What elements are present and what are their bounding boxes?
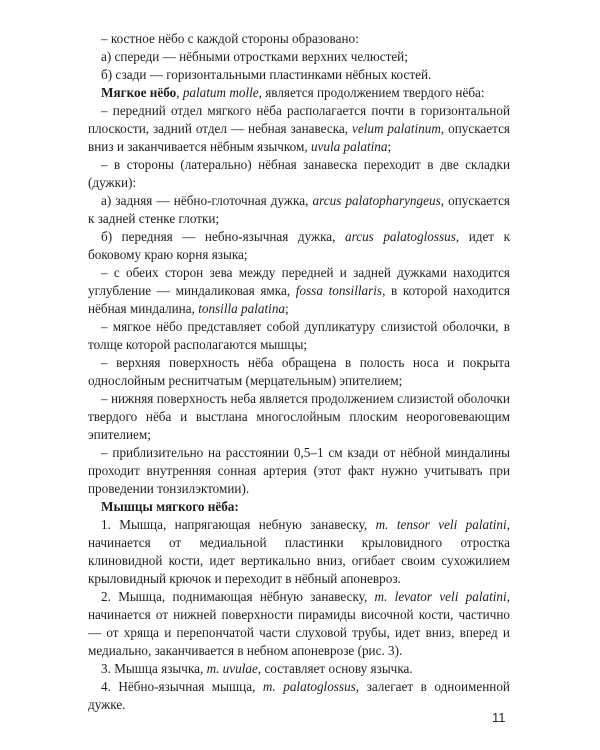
paragraph [88, 390, 510, 444]
latin-term: m. levator veli palatini [374, 589, 507, 604]
paragraph [88, 192, 510, 228]
latin-term: m. tensor veli palatini [375, 517, 507, 532]
latin-term: tonsilla palatina [198, 301, 286, 316]
paragraph [88, 354, 510, 390]
text-run: , является продолжением твердого нёба: [258, 85, 485, 100]
body-text [88, 30, 510, 714]
text-run: – верхняя поверхность нёба обращена в полость носа и покрыта однослойным реснитчатым (мерцательным) эпителием; [88, 355, 510, 388]
text-run: б) передняя — небно-язычная дужка, [101, 229, 345, 244]
text-run: , идет к боковому краю корня языка; [88, 229, 511, 262]
text-run: , в которой находится нёбная миндалина, [88, 283, 510, 316]
text-run: ; [387, 139, 392, 154]
text-run: – костное нёбо с каждой стороны образовано: [101, 31, 359, 46]
text-run: 3. Мышца язычка, [101, 661, 207, 676]
text-run: , начинается от медиальной пластинки крыловидного отростка клиновидной кости, идет вертикально вниз, огибает своим сухожилием крыловидный крючок и переходит в нёбный апоневроз. [88, 517, 510, 586]
text-run: 2. Мышца, поднимающая нёбную занавеску, [101, 589, 375, 604]
paragraph [88, 678, 510, 714]
paragraph [88, 318, 510, 354]
text-run: а) задняя — нёбно-глоточная дужка, [101, 193, 313, 208]
text-run: , опускается к задней стенке глотки; [88, 193, 510, 226]
paragraph [88, 156, 510, 192]
bold-text: Мягкое нёбо [101, 85, 177, 100]
paragraph [88, 444, 510, 498]
text-run: а) спереди — нёбными отростками верхних челюстей; [101, 49, 408, 64]
text-run: , начинается от нижней поверхности пирамиды височной кости, частично — от хряща и перепончатой части слуховой трубы, идет вниз, вперед и медиально, заканчивается в небном апоневрозе (рис. 3). [88, 589, 510, 658]
text-run: – нижняя поверхность неба является продолжением слизистой оболочки твердого нёба и выстлана многослойным плоским неороговевающим эпителием; [88, 391, 510, 442]
paragraph [88, 66, 510, 84]
text-run: – мягкое нёбо представляет собой дупликатуру слизистой оболочки, в толще которой располагаются мышцы; [88, 319, 510, 352]
latin-term: uvula palatina [310, 139, 388, 154]
text-run: – передний отдел мягкого нёба располагается почти в горизонтальной плоскости, задний отдел — небная занавеска, [88, 103, 510, 136]
latin-term: palatum molle [182, 85, 259, 100]
paragraph [88, 264, 510, 318]
latin-term: velum palatinum [352, 121, 441, 136]
text-run: , [176, 85, 183, 100]
text-run: – в стороны (латерально) нёбная занавеска переходит в две складки (дужки): [88, 157, 510, 190]
text-run: 4. Нёбно-язычная мышца, [101, 679, 263, 694]
latin-term: arcus palatoglossus [344, 229, 456, 244]
text-run: – с обеих сторон зева между передней и задней дужками находится углубление — миндаликовая ямка, [88, 265, 510, 298]
text-run: , опускается вниз и заканчивается нёбным язычком, [88, 121, 510, 154]
latin-term: m. uvulae [206, 661, 258, 676]
text-run: 1. Мышца, напрягающая небную занавеску, [101, 517, 376, 532]
latin-term: fossa tonsillaris [295, 283, 383, 298]
paragraph [88, 588, 510, 660]
text-run: б) сзади — горизонтальными пластинками нёбных костей. [101, 67, 432, 82]
text-run: , залегает в одноименной дужке. [88, 679, 510, 712]
paragraph [88, 498, 510, 516]
page-number: 11 [492, 710, 506, 725]
text-run: , составляет основу язычка. [257, 661, 413, 676]
text-run: – приблизительно на расстоянии 0,5–1 см кзади от нёбной миндалины проходит внутренняя сонная артерия (этот факт нужно учитывать при проведении тонзилэктомии). [88, 445, 510, 496]
latin-term: arcus palatopharyngeus [312, 193, 441, 208]
paragraph [88, 84, 510, 102]
paragraph [88, 48, 510, 66]
paragraph [88, 516, 510, 588]
paragraph [88, 228, 510, 264]
latin-term: m. palatoglossus [262, 679, 356, 694]
paragraph [88, 30, 510, 48]
text-run: ; [285, 301, 289, 316]
paragraph [88, 660, 510, 678]
bold-text: Мышцы мягкого нёба: [101, 499, 239, 514]
paragraph [88, 102, 510, 156]
